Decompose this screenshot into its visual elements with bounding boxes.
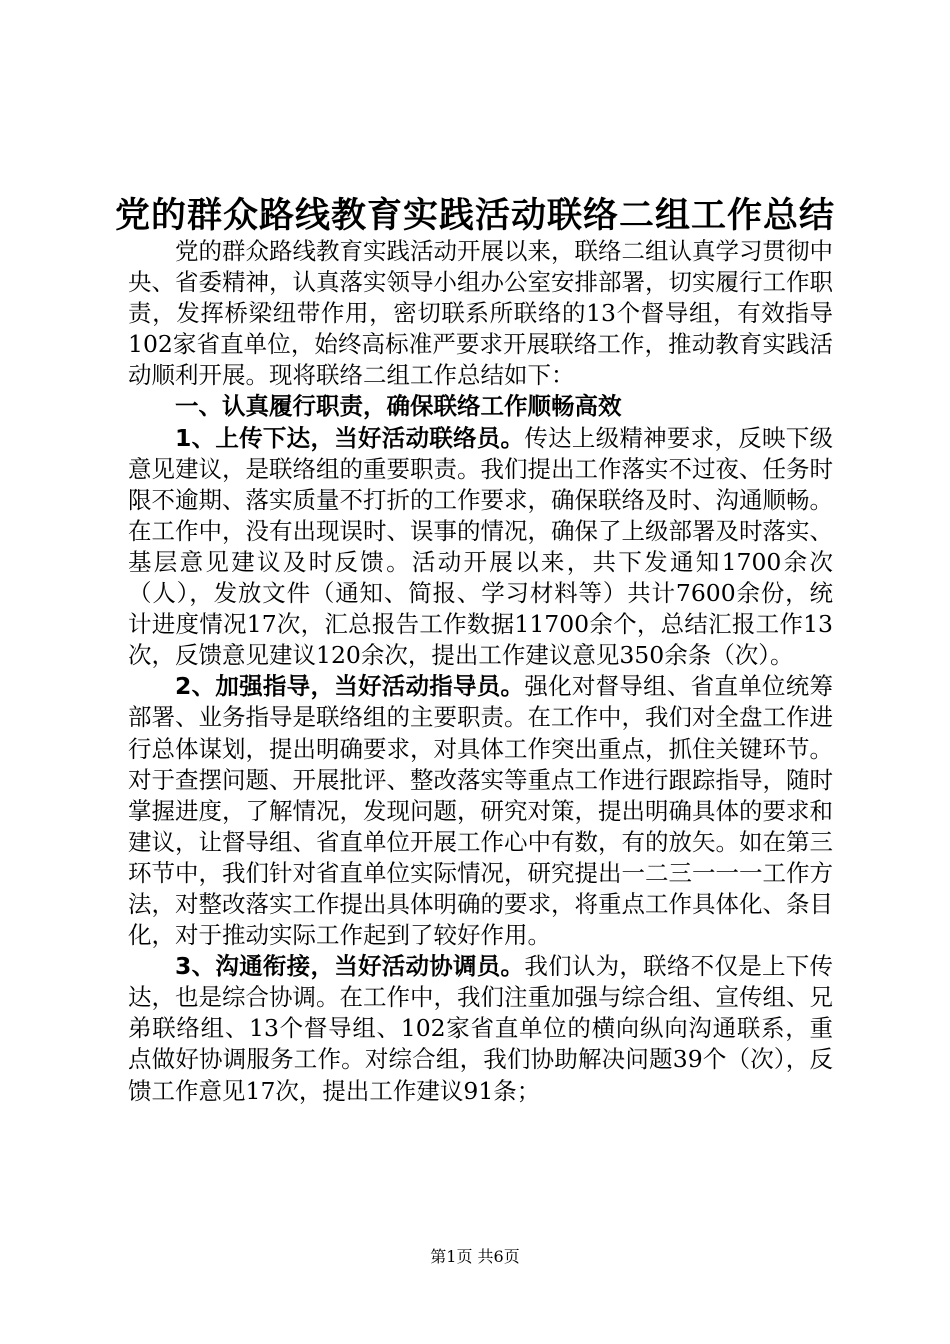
item-paragraph bbox=[128, 423, 833, 672]
section-heading: 一、认真履行职责，确保联络工作顺畅高效 bbox=[175, 392, 622, 421]
page-number: 第1页 共6页 bbox=[430, 1247, 520, 1266]
item-text: 我们认为，联络不仅是上下传达，也是综合协调。在工作中，我们注重加强与综合组、宣传组、兄弟联络组、13个督导组、102家省直单位的横向纵向沟通联系，重点做好协调服务工作。对综合组，我们协助解决问题39个（次），反馈工作意见17次，提出工作建议91条； bbox=[128, 952, 834, 1105]
item-paragraph bbox=[128, 951, 833, 1106]
document-title: 党的群众路线教育实践活动联络二组工作总结 bbox=[114, 196, 835, 236]
document-body bbox=[128, 236, 833, 1107]
item-paragraph bbox=[128, 671, 833, 951]
intro-paragraph: 党的群众路线教育实践活动开展以来，联络二组认真学习贯彻中央、省委精神，认真落实领导小组办公室安排部署，切实履行工作职责，发挥桥梁纽带作用，密切联系所联络的13个督导组，有效指导102家省直单位，始终高标准严要求开展联络工作，推动教育实践活动顺利开展。现将联络二组工作总结如下： bbox=[128, 237, 833, 390]
item-lead: 3、沟通衔接，当好活动协调员。 bbox=[175, 952, 525, 981]
item-text: 传达上级精神要求，反映下级意见建议，是联络组的重要职责。我们提出工作落实不过夜、任务时限不逾期、落实质量不打折的工作要求，确保联络及时、沟通顺畅。在工作中，没有出现误时、误事的情况，确保了上级部署及时落实、基层意见建议及时反馈。活动开展以来，共下发通知1700余次（人），发放文件（通知、简报、学习材料等）共计7600余份，统计进度情况17次，汇总报告工作数据11700余个，总结汇报工作13次，反馈意见建议120余次，提出工作建议意见350余条（次）。 bbox=[128, 423, 834, 670]
item-lead: 1、上传下达，当好活动联络员。 bbox=[175, 423, 525, 452]
item-text: 强化对督导组、省直单位统筹部署、业务指导是联络组的主要职责。在工作中，我们对全盘工作进行总体谋划，提出明确要求，对具体工作突出重点，抓住关键环节。对于查摆问题、开展批评、整改落实等重点工作进行跟踪指导，随时掌握进度，了解情况，发现问题，研究对策，提出明确具体的要求和建议，让督导组、省直单位开展工作心中有数，有的放矢。如在第三环节中，我们针对省直单位实际情况，研究提出一二三一一一工作方法，对整改落实工作提出具体明确的要求，将重点工作具体化、条目化，对于推动实际工作起到了较好作用。 bbox=[128, 672, 834, 950]
item-lead: 2、加强指导，当好活动指导员。 bbox=[175, 672, 525, 701]
